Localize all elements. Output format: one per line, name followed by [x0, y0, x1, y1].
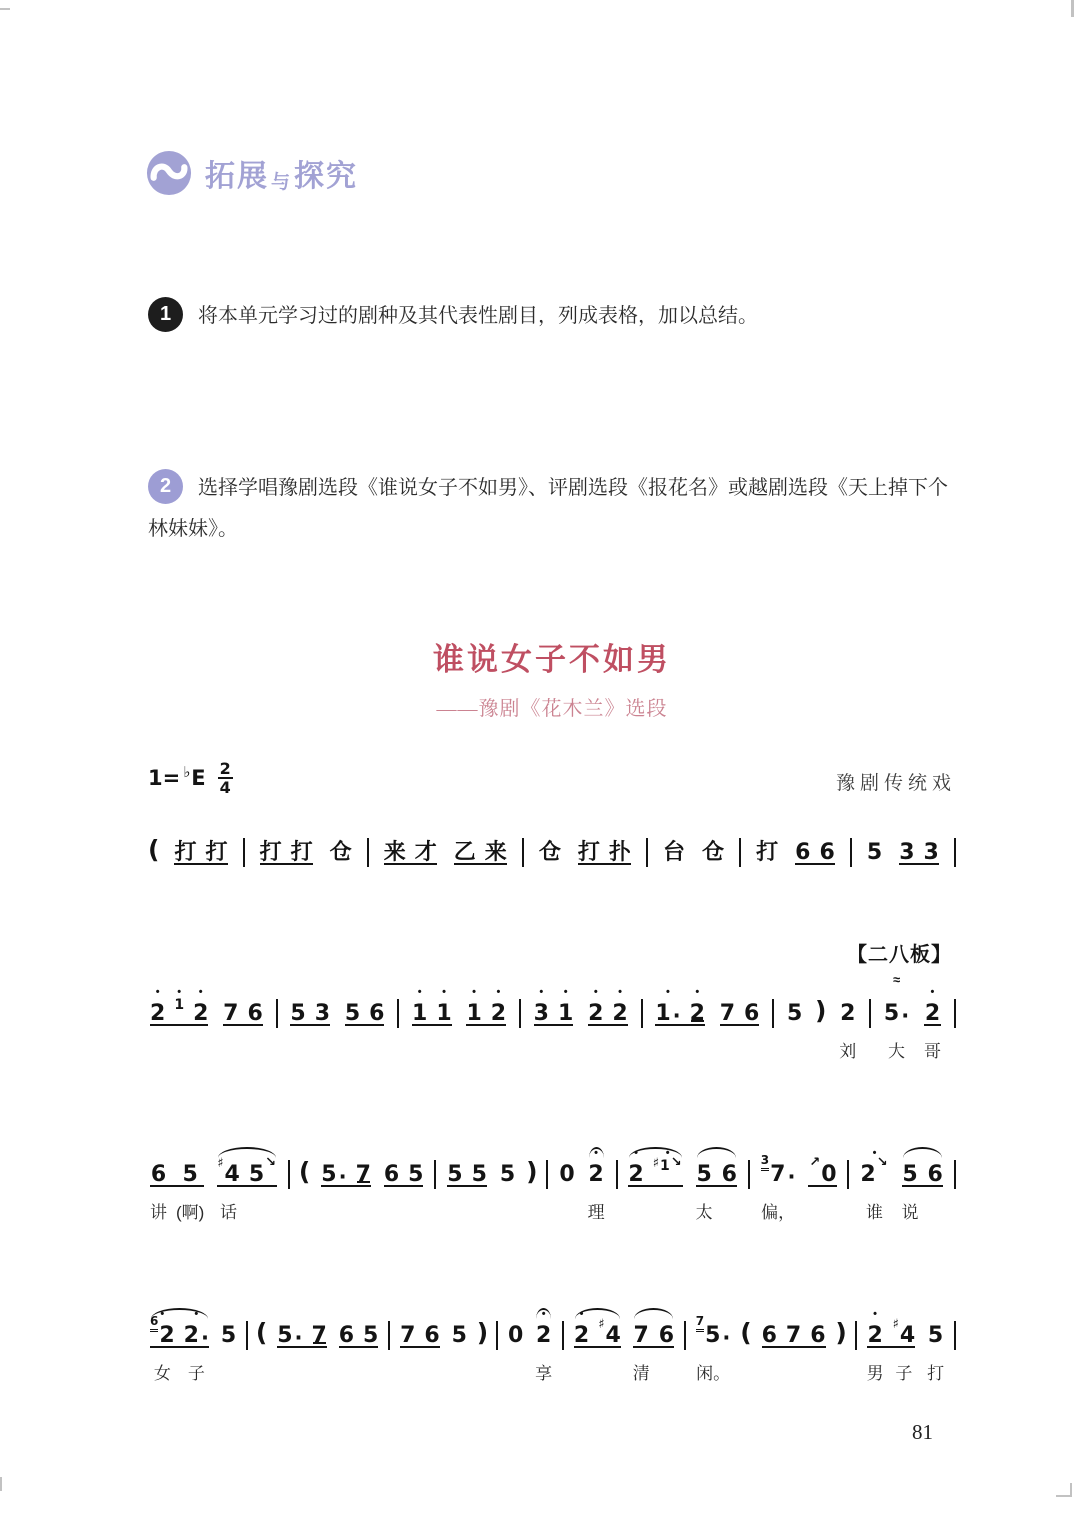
music-score	[148, 634, 956, 1391]
note: 2 刘	[839, 974, 856, 1069]
note-group	[398, 1296, 442, 1391]
barline	[276, 999, 278, 1028]
crop-mark-bottom-left	[0, 1477, 2, 1491]
note: 5	[220, 1323, 237, 1348]
parenthesis: )	[476, 1318, 489, 1347]
slide-down-mark: ↘	[670, 1155, 682, 1170]
note: 0	[507, 1323, 524, 1348]
song-subtitle: ——豫剧《花木兰》选段	[436, 698, 668, 720]
note: 5	[408, 1162, 424, 1187]
score-lines	[148, 813, 956, 1391]
note-group	[586, 1135, 607, 1230]
augmentation-dot: ·	[787, 1165, 796, 1189]
note-group	[219, 1296, 238, 1391]
barline	[246, 1321, 248, 1350]
barline	[684, 1321, 686, 1350]
note: 打	[290, 840, 313, 865]
lyric: 谁	[866, 1203, 884, 1222]
lyric: 闲。	[696, 1364, 731, 1383]
note: • 1	[174, 986, 185, 1013]
note: 5	[447, 1162, 463, 1187]
note-group	[328, 813, 354, 908]
note: 6	[658, 1323, 674, 1348]
time-signature-bottom: 4	[219, 778, 231, 797]
note: 打	[756, 840, 779, 865]
grace-note: 7	[696, 1315, 704, 1332]
note-group	[865, 813, 884, 908]
note: 才	[414, 840, 437, 865]
note-group	[785, 974, 804, 1069]
note-group	[221, 974, 265, 1069]
note-group	[718, 974, 762, 1069]
ban-type-label: 【二八板】	[847, 944, 952, 966]
note: 5	[344, 1001, 361, 1026]
note: 5	[866, 840, 883, 865]
score-credit: 豫剧传统戏	[835, 773, 956, 794]
note-group	[382, 813, 439, 908]
note-group	[661, 813, 687, 908]
note-group	[858, 1135, 890, 1230]
sharp-icon: ♯	[892, 1317, 899, 1332]
section-title-part1: 拓展	[205, 160, 269, 193]
note-group	[452, 813, 509, 908]
note-group	[215, 1135, 279, 1230]
music-line-3	[148, 1135, 956, 1230]
note: 6	[795, 840, 811, 865]
barline	[243, 838, 245, 867]
music-line-4	[148, 1296, 956, 1391]
note: • 2	[150, 986, 166, 1026]
note: 5	[786, 1001, 803, 1026]
note: 7	[719, 1001, 736, 1026]
note: 乙	[453, 840, 476, 865]
note: 6	[338, 1323, 355, 1348]
sharp-icon: ♯	[652, 1156, 660, 1171]
crop-mark-top-left	[0, 8, 10, 10]
barline	[869, 999, 871, 1028]
note-group	[700, 813, 726, 908]
note: 7	[356, 1135, 371, 1230]
note-group	[900, 1135, 945, 1230]
note-group	[631, 1296, 676, 1391]
music-line-1	[148, 813, 956, 908]
note-group	[498, 1135, 517, 1230]
note: 7	[223, 1001, 239, 1026]
note: 5	[471, 1162, 487, 1187]
note-group	[337, 1296, 381, 1391]
note: • 2	[588, 986, 604, 1026]
augmentation-dot: ·	[672, 1004, 681, 1028]
note: 6	[247, 1001, 263, 1026]
augmentation-dot: ·	[722, 1326, 731, 1350]
note-group	[532, 974, 576, 1069]
note: ♯ 4	[598, 1317, 621, 1348]
note: • 1	[466, 986, 482, 1026]
crop-mark-top-right	[1071, 0, 1074, 17]
note-group	[925, 1296, 946, 1391]
barline	[496, 1321, 498, 1350]
octave-dot: •	[177, 986, 182, 998]
note: 台	[663, 840, 686, 865]
octave-dot: •	[695, 986, 700, 998]
task-1-text: 将本单元学习过的剧种及其代表性剧目，列成表格，加以总结。	[198, 305, 758, 327]
octave-dot: •	[563, 986, 568, 998]
task-item-2	[148, 468, 966, 550]
lyric: 刘	[839, 1042, 857, 1061]
barline	[562, 1321, 564, 1350]
note: 7	[400, 1323, 416, 1348]
note: 7	[312, 1296, 327, 1391]
lyric: 打	[927, 1364, 945, 1383]
octave-dot: •	[930, 986, 935, 998]
barline	[954, 838, 956, 867]
note-group	[837, 974, 858, 1069]
note: • 3	[533, 986, 549, 1026]
song-title: 谁说女子不如男	[433, 642, 671, 677]
parenthesis: )	[526, 1157, 538, 1186]
barline	[739, 838, 741, 867]
note: ♯ 4 子	[893, 1296, 916, 1391]
slide-down-mark: ↘	[265, 1155, 277, 1170]
barline	[641, 999, 643, 1028]
note-group	[759, 1135, 798, 1230]
octave-dot: •	[618, 986, 622, 998]
note-group	[865, 1296, 918, 1391]
note: 6	[424, 1323, 440, 1348]
note: 打	[577, 840, 600, 865]
note-group	[148, 974, 210, 1069]
note: • 1	[557, 986, 574, 1026]
lyric: 太	[695, 1203, 713, 1222]
barline	[546, 1160, 548, 1189]
note-group	[319, 1135, 373, 1230]
note-group	[694, 1135, 739, 1230]
note: • 2	[193, 986, 209, 1026]
note: ↗ 0	[809, 1155, 837, 1187]
slide-up-mark: ↗	[809, 1155, 821, 1170]
barline	[519, 999, 521, 1028]
note: 6	[383, 1162, 400, 1187]
note: • 2 享	[535, 1296, 552, 1391]
grace-note: 6	[150, 1315, 158, 1332]
grace-note: 3	[761, 1154, 769, 1171]
barline	[748, 1160, 750, 1189]
barline	[434, 1160, 436, 1189]
note-group	[533, 1296, 554, 1391]
note-group	[754, 813, 780, 908]
note: 5	[290, 1001, 306, 1026]
note: 5 打	[927, 1296, 944, 1391]
sharp-icon: ♯	[598, 1317, 605, 1332]
lyric: 享	[535, 1364, 553, 1383]
parenthesis: (	[740, 1318, 752, 1347]
score-header-row	[148, 761, 956, 795]
octave-dot: •	[872, 1147, 877, 1159]
note-group	[445, 1135, 489, 1230]
note: 5	[363, 1323, 379, 1348]
note-group	[288, 974, 332, 1069]
note-group	[275, 1296, 329, 1391]
octave-dot: •	[873, 1308, 878, 1320]
time-signature	[218, 761, 233, 795]
note: • 2	[490, 986, 507, 1026]
task-item-1	[148, 296, 966, 337]
note: • 1 ·	[655, 986, 681, 1028]
note-group	[572, 1296, 623, 1391]
note: • ♯ 1 ↘	[652, 1147, 682, 1174]
note: 仓	[329, 840, 352, 865]
lyric: (啊)	[176, 1203, 205, 1222]
key-note: E	[191, 766, 206, 790]
octave-dot: •	[160, 1308, 165, 1320]
octave-dot: •	[579, 1308, 584, 1320]
task-2-text: 选择学唱豫剧选段《谁说女子不如男》、评剧选段《报花名》或越剧选段《天上掉下个林妹妹》。	[148, 477, 948, 540]
note-group	[557, 1135, 576, 1230]
note: • 1	[412, 986, 428, 1026]
lyric: 话	[220, 1203, 238, 1222]
octave-dot: •	[472, 986, 477, 998]
octave-dot: •	[539, 986, 544, 998]
octave-dot: •	[155, 986, 160, 998]
section-title-connector: 与	[271, 172, 293, 193]
note: 5 ·	[277, 1323, 303, 1350]
note-group	[343, 974, 387, 1069]
note-group	[537, 813, 563, 908]
octave-dot: •	[594, 1147, 598, 1159]
note: • 2	[628, 1147, 644, 1187]
note-group	[450, 1296, 469, 1391]
note: 5	[451, 1323, 467, 1348]
note: 6	[369, 1001, 385, 1026]
note: 5 说	[902, 1135, 919, 1230]
note: • 1	[436, 986, 452, 1026]
tremolo-mark: ≈	[892, 972, 901, 987]
augmentation-dot: ·	[901, 1004, 910, 1028]
barline	[847, 1160, 849, 1189]
crop-mark-bottom-right-2	[1070, 1483, 1072, 1497]
note: 3	[899, 840, 915, 865]
augmentation-dot: ·	[294, 1326, 303, 1350]
note-group	[506, 1296, 525, 1391]
music-line-2	[148, 944, 956, 1069]
lyric: 讲	[150, 1203, 167, 1222]
wave-logo-icon	[146, 150, 192, 196]
note: 6	[810, 1323, 826, 1348]
lyric: 子	[187, 1364, 205, 1383]
octave-dot: •	[198, 986, 203, 998]
note: 3 7 · 偏，	[761, 1135, 796, 1230]
note: 7 清	[633, 1296, 650, 1391]
barline	[954, 999, 956, 1028]
lyric: 女	[153, 1364, 171, 1383]
octave-dot: •	[541, 1308, 546, 1320]
note: 仓	[538, 840, 561, 865]
lyric: 子	[895, 1364, 913, 1383]
barline	[772, 999, 774, 1028]
note: • 2	[573, 1308, 590, 1348]
note-group	[148, 1135, 206, 1230]
barline	[954, 1160, 956, 1189]
note: • 6 2 女	[150, 1296, 175, 1391]
note-group	[586, 974, 630, 1069]
note: ♯ 4 话	[217, 1135, 240, 1230]
note: 来	[383, 840, 406, 865]
note: • 2 男	[867, 1296, 884, 1391]
note: 3	[314, 1001, 331, 1026]
lyric: 清	[632, 1364, 650, 1383]
note: 5 ↘	[248, 1155, 277, 1187]
parenthesis: )	[815, 996, 827, 1025]
barline	[616, 1160, 618, 1189]
note-group	[760, 1296, 828, 1391]
parenthesis: )	[835, 1318, 847, 1347]
octave-dot: •	[442, 986, 446, 998]
barline	[855, 1321, 857, 1350]
note-group	[793, 813, 837, 908]
note: 6 讲	[150, 1135, 167, 1230]
barline	[367, 838, 369, 867]
note-group	[694, 1296, 733, 1391]
note: • 2 哥	[924, 974, 941, 1069]
octave-dot: •	[634, 1147, 638, 1159]
lyric: 大	[888, 1042, 906, 1061]
note-group	[382, 1135, 426, 1230]
octave-dot: •	[417, 986, 422, 998]
note: • 2	[690, 974, 705, 1069]
note-group	[258, 813, 315, 908]
barline	[397, 999, 399, 1028]
augmentation-dot: ·	[200, 1326, 209, 1350]
task-1-number-badge: 1	[148, 297, 183, 332]
octave-dot: •	[593, 986, 598, 998]
note: • 2 ↘ 谁	[860, 1135, 888, 1230]
note: 打	[205, 840, 228, 865]
barline	[646, 838, 648, 867]
section-title-part2: 探究	[294, 160, 359, 193]
octave-dot: •	[665, 1147, 670, 1159]
page-number: 81	[912, 1420, 933, 1444]
note: 6	[819, 840, 835, 865]
note: ≈ 5 · 大	[884, 974, 909, 1069]
key-prefix: 1=	[148, 766, 181, 790]
note-group	[626, 1135, 684, 1230]
note-group	[882, 974, 911, 1069]
section-header	[146, 150, 358, 196]
lyric: 理	[587, 1203, 605, 1222]
octave-dot: •	[194, 1308, 199, 1320]
note-group	[148, 1296, 211, 1391]
note: • 2 理	[588, 1135, 605, 1230]
parenthesis: (	[148, 835, 160, 864]
parenthesis: (	[298, 1157, 311, 1186]
note: 6	[927, 1162, 943, 1187]
note: • 2	[612, 986, 628, 1026]
note: 5 (啊)	[176, 1135, 204, 1230]
note: 仓	[702, 840, 725, 865]
barline	[850, 838, 852, 867]
lyric: 男	[866, 1364, 884, 1383]
key-signature	[148, 761, 233, 795]
augmentation-dot: ·	[338, 1165, 347, 1189]
parenthesis: (	[255, 1318, 268, 1347]
flat-icon: ♭	[183, 763, 191, 781]
note: 0	[559, 1162, 575, 1187]
note: 6	[744, 1001, 760, 1026]
note-group	[172, 813, 229, 908]
note: 6	[761, 1323, 777, 1348]
lyric: 说	[901, 1203, 919, 1222]
note: 5	[499, 1162, 516, 1187]
note: 6	[721, 1162, 737, 1187]
barline	[388, 1321, 390, 1350]
note: 来	[484, 840, 507, 865]
sharp-icon: ♯	[217, 1156, 224, 1171]
note: 打	[174, 840, 197, 865]
note: 打	[259, 840, 282, 865]
note-group	[653, 974, 707, 1069]
note: 7 5 · 闲。	[696, 1296, 731, 1391]
note: 5 太	[696, 1135, 713, 1230]
note-group	[897, 813, 941, 908]
note: • 2 · 子	[184, 1296, 209, 1391]
barline	[954, 1321, 956, 1350]
octave-dot: •	[666, 986, 670, 998]
note: 7	[785, 1323, 802, 1348]
note-group	[464, 974, 508, 1069]
note-group	[576, 813, 633, 908]
note-group	[922, 974, 943, 1069]
slide-down-mark: ↘	[876, 1155, 888, 1170]
note-group	[806, 1135, 838, 1230]
time-signature-top: 2	[219, 759, 231, 778]
note: 5 ·	[321, 1162, 347, 1189]
note: 3	[923, 840, 939, 865]
barline	[288, 1160, 290, 1189]
task-2-number-badge: 2	[148, 469, 183, 504]
section-title	[205, 151, 358, 195]
note-group	[410, 974, 454, 1069]
octave-dot: •	[496, 986, 501, 998]
lyric: 偏，	[761, 1203, 796, 1222]
barline	[522, 838, 524, 867]
lyric: 哥	[923, 1042, 941, 1061]
note: 扑	[608, 840, 631, 865]
